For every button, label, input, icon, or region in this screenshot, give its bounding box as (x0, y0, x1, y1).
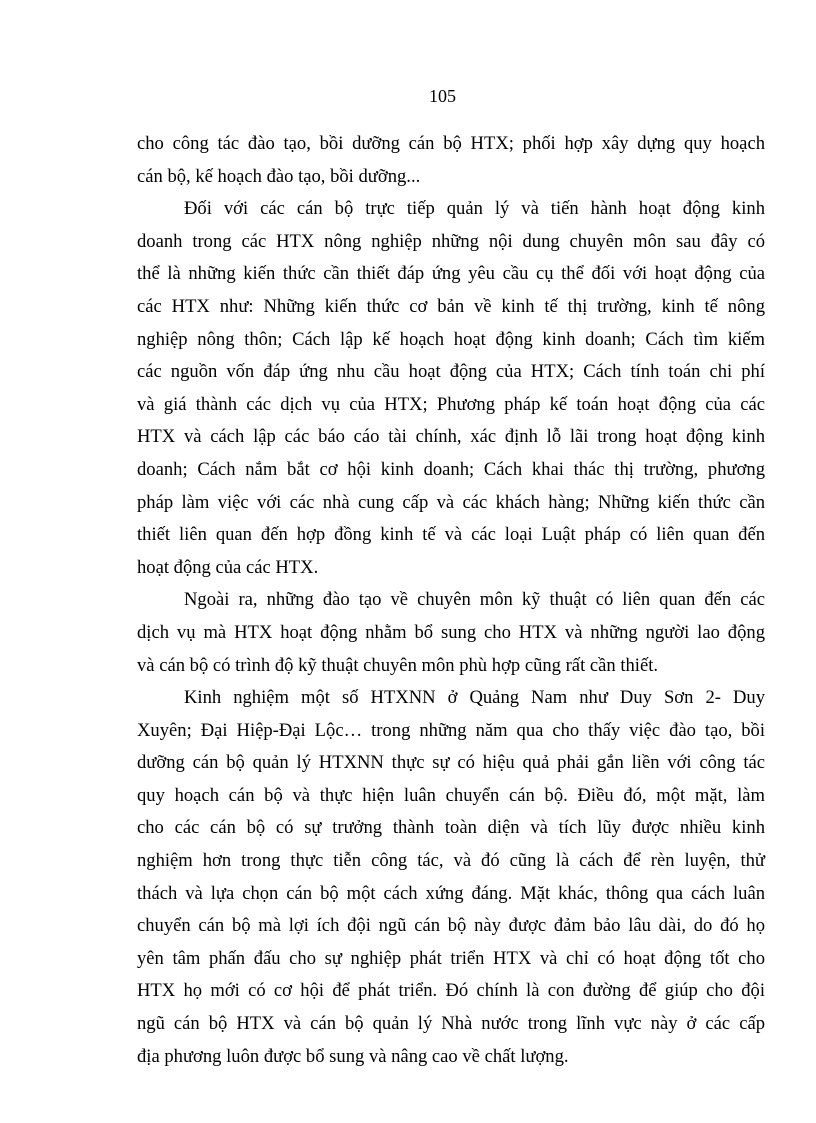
text-line: và giá thành các dịch vụ của HTX; Phương pháp kế toán hoạt động của các (137, 393, 765, 415)
text-line: HTX họ mới có cơ hội để phát triển. Đó chính là con đường để giúp cho đội (137, 980, 765, 1002)
text-line: Ngoài ra, những đào tạo về chuyên môn kỹ thuật có liên quan đến các (184, 589, 765, 611)
text-line: cán bộ, kế hoạch đào tạo, bồi dưỡng... (137, 165, 421, 187)
text-line: pháp làm việc với các nhà cung cấp và các khách hàng; Những kiến thức cần (137, 491, 765, 513)
text-line: cho công tác đào tạo, bồi dưỡng cán bộ HTX; phối hợp xây dựng quy hoạch (137, 133, 765, 154)
text-line: thiết liên quan đến hợp đồng kinh tế và các loại Luật pháp có liên quan đến (137, 524, 765, 546)
text-line: các nguồn vốn đáp ứng nhu cầu hoạt động của HTX; Cách tính toán chi phí (137, 361, 765, 383)
text-line: thách và lựa chọn cán bộ một cách xứng đáng. Mặt khác, thông qua cách luân (137, 882, 765, 904)
body-text (137, 128, 765, 1073)
text-line: nghiệm hơn trong thực tiễn công tác, và đó cũng là cách để rèn luyện, thử (137, 850, 765, 872)
text-line: chuyển cán bộ mà lợi ích đội ngũ cán bộ này được đảm bảo lâu dài, do đó họ (137, 915, 765, 937)
text-line: ngũ cán bộ HTX và cán bộ quản lý Nhà nước trong lĩnh vực này ở các cấp (137, 1013, 765, 1035)
text-line: Đối với các cán bộ trực tiếp quản lý và tiến hành hoạt động kinh (184, 198, 765, 220)
text-line: quy hoạch cán bộ và thực hiện luân chuyển cán bộ. Điều đó, một mặt, làm (137, 784, 765, 806)
text-line: các HTX như: Những kiến thức cơ bản về kinh tế thị trường, kinh tế nông (137, 295, 765, 317)
page-number: 105 (429, 86, 456, 106)
text-line: yên tâm phấn đấu cho sự nghiệp phát triển HTX và chỉ có hoạt động tốt cho (137, 947, 765, 969)
text-line: địa phương luôn được bổ sung và nâng cao về chất lượng. (137, 1045, 569, 1067)
text-line: dịch vụ mà HTX hoạt động nhằm bổ sung cho HTX và những người lao động (137, 621, 765, 643)
text-line: doanh trong các HTX nông nghiệp những nội dung chuyên môn sau đây có (137, 230, 765, 252)
text-line: doanh; Cách nắm bắt cơ hội kinh doanh; Cách khai thác thị trường, phương (137, 458, 765, 480)
text-line: Kinh nghiệm một số HTXNN ở Quảng Nam như Duy Sơn 2- Duy (184, 687, 765, 709)
text-line: nghiệp nông thôn; Cách lập kế hoạch hoạt động kinh doanh; Cách tìm kiếm (137, 328, 765, 350)
text-line: hoạt động của các HTX. (137, 556, 319, 578)
text-line: Xuyên; Đại Hiệp-Đại Lộc… trong những năm qua cho thấy việc đào tạo, bồi (137, 719, 765, 741)
text-line: thể là những kiến thức cần thiết đáp ứng yêu cầu cụ thể đối với hoạt động của (137, 263, 765, 285)
text-line: dưỡng cán bộ quản lý HTXNN thực sự có hiệu quả phải gắn liền với công tác (137, 752, 765, 774)
text-line: HTX và cách lập các báo cáo tài chính, xác định lỗ lãi trong hoạt động kinh (137, 426, 765, 448)
text-line: cho các cán bộ có sự trưởng thành toàn diện và tích lũy được nhiều kinh (137, 817, 765, 839)
text-line: và cán bộ có trình độ kỹ thuật chuyên môn phù hợp cũng rất cần thiết. (137, 654, 659, 676)
